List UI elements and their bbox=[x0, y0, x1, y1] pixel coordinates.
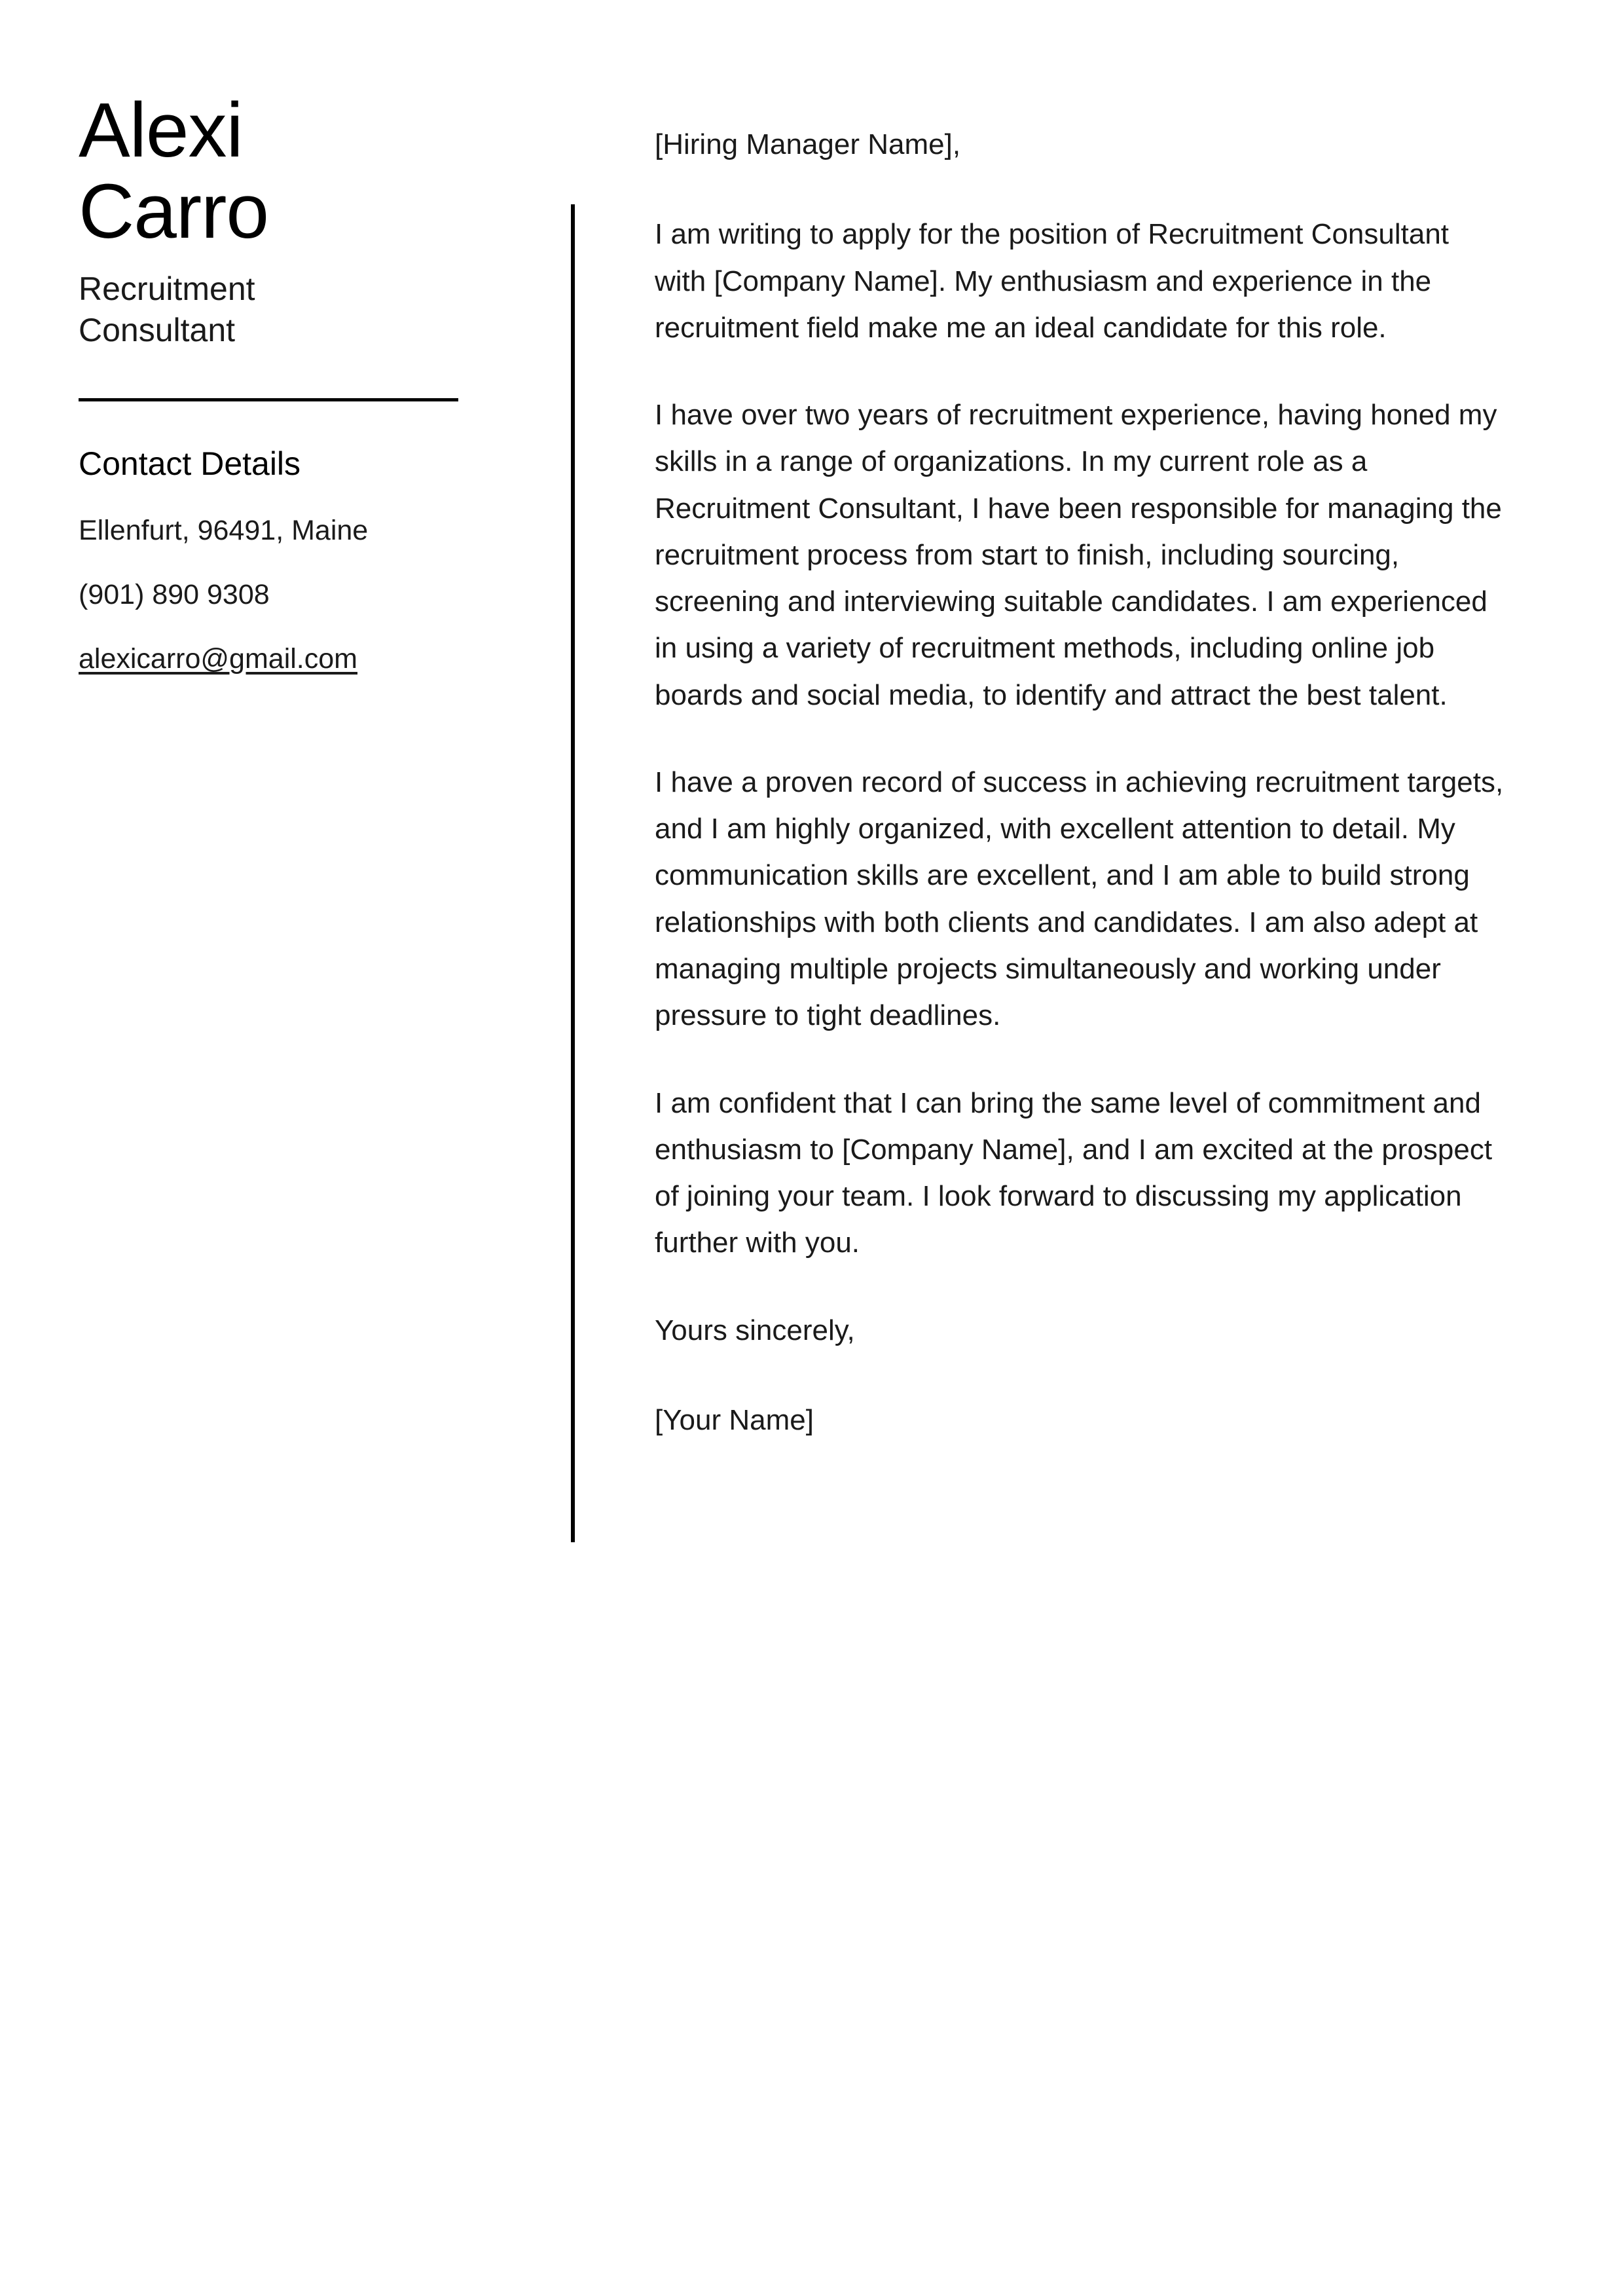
job-title: Recruitment Consultant bbox=[79, 270, 255, 348]
sidebar-divider-rule bbox=[79, 398, 458, 401]
contact-address: Ellenfurt, 96491, Maine bbox=[79, 515, 369, 546]
last-name: Carro bbox=[79, 168, 269, 255]
letter-paragraph-4: I am confident that I can bring the same level of commitment and enthusiasm to [Company Name], and I am excited at the prospect of joining your team. I look forward to discussing my application further with you. bbox=[655, 1086, 1493, 1259]
vertical-divider-rule bbox=[571, 204, 575, 1542]
contact-phone[interactable]: (901) 890 9308 bbox=[79, 579, 270, 611]
letter-signature: [Your Name] bbox=[655, 1403, 814, 1436]
sidebar bbox=[79, 87, 471, 704]
letter-paragraph-3: I have a proven record of success in achieving recruitment targets, and I am highly organized, with excellent attention to detail. My communication skills are excellent, and I am able to build strong relationships with both clients and candidates. I am also adept at managing multiple projects simultaneously and working under pressure to tight deadlines. bbox=[655, 766, 1504, 1032]
letter-paragraph-1: I am writing to apply for the position of Recruitment Consultant with [Company Name]. My enthusiasm and experience in the recruitment field make me an ideal candidate for this role. bbox=[655, 218, 1450, 344]
contact-details-heading: Contact Details bbox=[79, 445, 301, 482]
candidate-name bbox=[79, 87, 471, 255]
letter-body bbox=[655, 121, 1519, 1443]
contact-email-link[interactable]: alexicarro@gmail.com bbox=[79, 643, 357, 675]
letter-paragraph-2: I have over two years of recruitment experience, having honed my skills in a range of organizations. In my current role as a Recruitment Consultant, I have been responsible for managing the recruitment process from start to finish, including sourcing, screening and interviewing suitable candidates. I am experienced in using a variety of recruitment methods, including online job boards and social media, to identify and attract the best talent. bbox=[655, 399, 1502, 711]
first-name: Alexi bbox=[79, 87, 243, 174]
letter-salutation: [Hiring Manager Name], bbox=[655, 128, 961, 160]
letter-signoff: Yours sincerely, bbox=[655, 1314, 855, 1346]
